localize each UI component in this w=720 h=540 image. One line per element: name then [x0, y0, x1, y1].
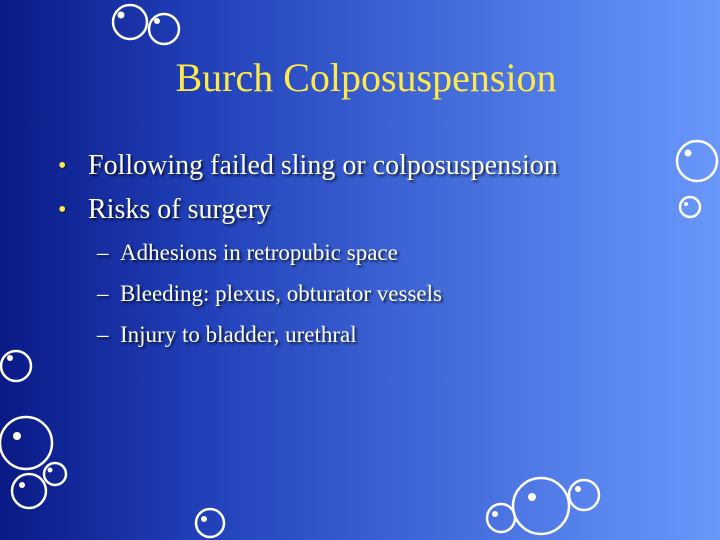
- bullet-list: [58, 144, 558, 232]
- subbullet-item: [97, 232, 442, 273]
- bubble-highlight-icon: [19, 482, 25, 488]
- subbullet-text: Injury to bladder, urethral: [120, 322, 357, 347]
- subbullet-list: [97, 232, 442, 355]
- bubble-icon: [196, 509, 224, 537]
- bubble-highlight-icon: [13, 432, 21, 440]
- bullet-text: Risks of surgery: [88, 194, 272, 225]
- bubble-icon: [487, 504, 515, 532]
- bubble-icon: [149, 14, 179, 44]
- subbullet-marker: –: [97, 240, 109, 265]
- bubble-icon: [569, 480, 599, 510]
- bubble-highlight-icon: [201, 516, 207, 522]
- bubble-highlight-icon: [685, 150, 692, 157]
- bullet-item: [58, 188, 558, 232]
- bubble-highlight-icon: [7, 355, 13, 361]
- subbullet-marker: –: [97, 322, 109, 347]
- subbullet-item: [97, 314, 442, 355]
- bubble-icon: [0, 417, 52, 469]
- slide-title: Burch Colposuspension: [175, 55, 557, 100]
- bubble-icon: [44, 463, 66, 485]
- subbullet-item: [97, 273, 442, 314]
- bubble-icon: [113, 5, 147, 39]
- bubble-highlight-icon: [684, 202, 688, 206]
- bubble-icon: [677, 141, 717, 181]
- subbullet-text: Bleeding: plexus, obturator vessels: [120, 281, 442, 306]
- bubble-icon: [680, 197, 700, 217]
- bubble-highlight-icon: [492, 511, 498, 517]
- bubble-icon: [1, 351, 31, 381]
- subbullet-marker: –: [97, 281, 109, 306]
- bubble-highlight-icon: [528, 493, 536, 501]
- bullet-marker: •: [58, 197, 67, 223]
- bubble-highlight-icon: [48, 468, 53, 473]
- bubble-highlight-icon: [154, 18, 160, 24]
- bullet-marker: •: [58, 153, 67, 179]
- bubble-highlight-icon: [118, 12, 125, 19]
- bubble-icon: [12, 474, 46, 508]
- bubble-highlight-icon: [575, 486, 581, 492]
- subbullet-text: Adhesions in retropubic space: [120, 240, 398, 265]
- bullet-item: [58, 144, 558, 188]
- bullet-text: Following failed sling or colposuspension: [88, 150, 558, 181]
- bubble-icon: [513, 478, 569, 534]
